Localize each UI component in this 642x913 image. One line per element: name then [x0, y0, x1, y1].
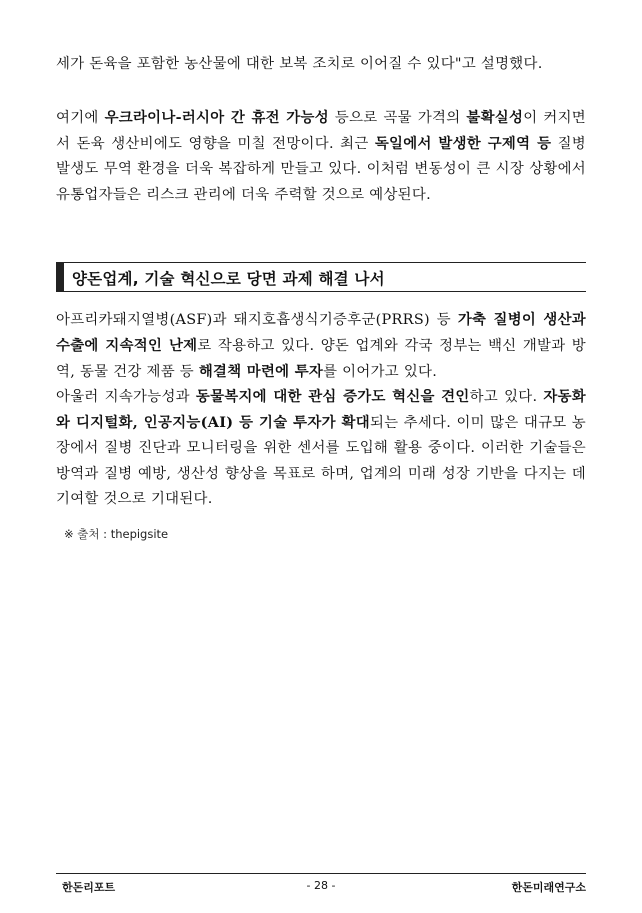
paragraph-1-text: 세가 돈육을 포함한 농산물에 대한 보복 조치로 이어질 수 있다"고 설명했다.	[56, 56, 543, 72]
footer-page-number: - 28 -	[306, 879, 336, 892]
footer-divider	[56, 873, 586, 874]
source-note: ※ 출처 : thepigsite	[64, 527, 169, 541]
section-title: 양돈업계, 기술 혁신으로 당면 과제 해결 나서	[72, 270, 385, 288]
section-heading	[56, 262, 586, 292]
footer-report-name: 한돈리포트	[62, 881, 116, 894]
bold-run: 자동화와 디지털화, 인공지능(AI) 등 기술 투자가 확대	[56, 388, 586, 432]
paragraph-3	[56, 307, 586, 386]
paragraph-1	[56, 52, 586, 77]
text-run: 아울러 지속가능성과	[56, 389, 196, 405]
paragraph-4	[56, 384, 586, 512]
text-run: 질병 발생도 무역 환경을 더욱 복잡하게 만들고 있다. 이처럼 변동성이 큰 시장 상황에서 유통업자들은 리스크 관리에 더욱 주력할 것으로 예상된다.	[56, 136, 586, 203]
text-run: 되는 추세다. 이미 많은 대규모 농장에서 질병 진단과 모니터링을 위한 센서를 도입해 활용 중이다. 이러한 기술들은 방역과 질병 예방, 생산성 향상을 목표로 하며, 업계의 미래 성장 기반을 다지는 데 기여할 것으로 기대된다.	[56, 415, 586, 507]
text-run: 로 작용하고 있다. 양돈 업계와 각국 정부는 백신 개발과 방역, 동물 건강 제품 등	[56, 338, 586, 381]
footer-institute-name: 한돈미래연구소	[511, 881, 586, 894]
text-run: 이 커지면서 돈육 생산비에도 영향을 미칠 전망이다. 최근	[56, 110, 586, 153]
text-run: 를 이어가고 있다.	[323, 364, 438, 381]
bold-run: 동물복지에 대한 관심 증가도 혁신을 견인	[195, 388, 470, 405]
bold-run: 가축 질병이 생산과 수출에 지속적인 난제	[56, 311, 587, 355]
bold-run: 불확실성	[466, 109, 524, 126]
text-run: 등으로 곡물 가격의	[328, 110, 467, 126]
bold-run: 독일에서 발생한 구제역 등	[374, 135, 552, 153]
paragraph-2	[56, 105, 586, 208]
heading-bar	[56, 263, 64, 291]
text-run: 아프리카돼지열병(ASF)과 돼지호흡생식기증후군(PRRS) 등	[56, 312, 458, 328]
bold-run: 우크라이나-러시아 간 휴전 가능성	[104, 109, 329, 126]
text-run: 하고 있다.	[469, 389, 544, 405]
bold-run: 해결책 마련에 투자	[198, 363, 324, 381]
text-run: 여기에	[56, 110, 105, 126]
